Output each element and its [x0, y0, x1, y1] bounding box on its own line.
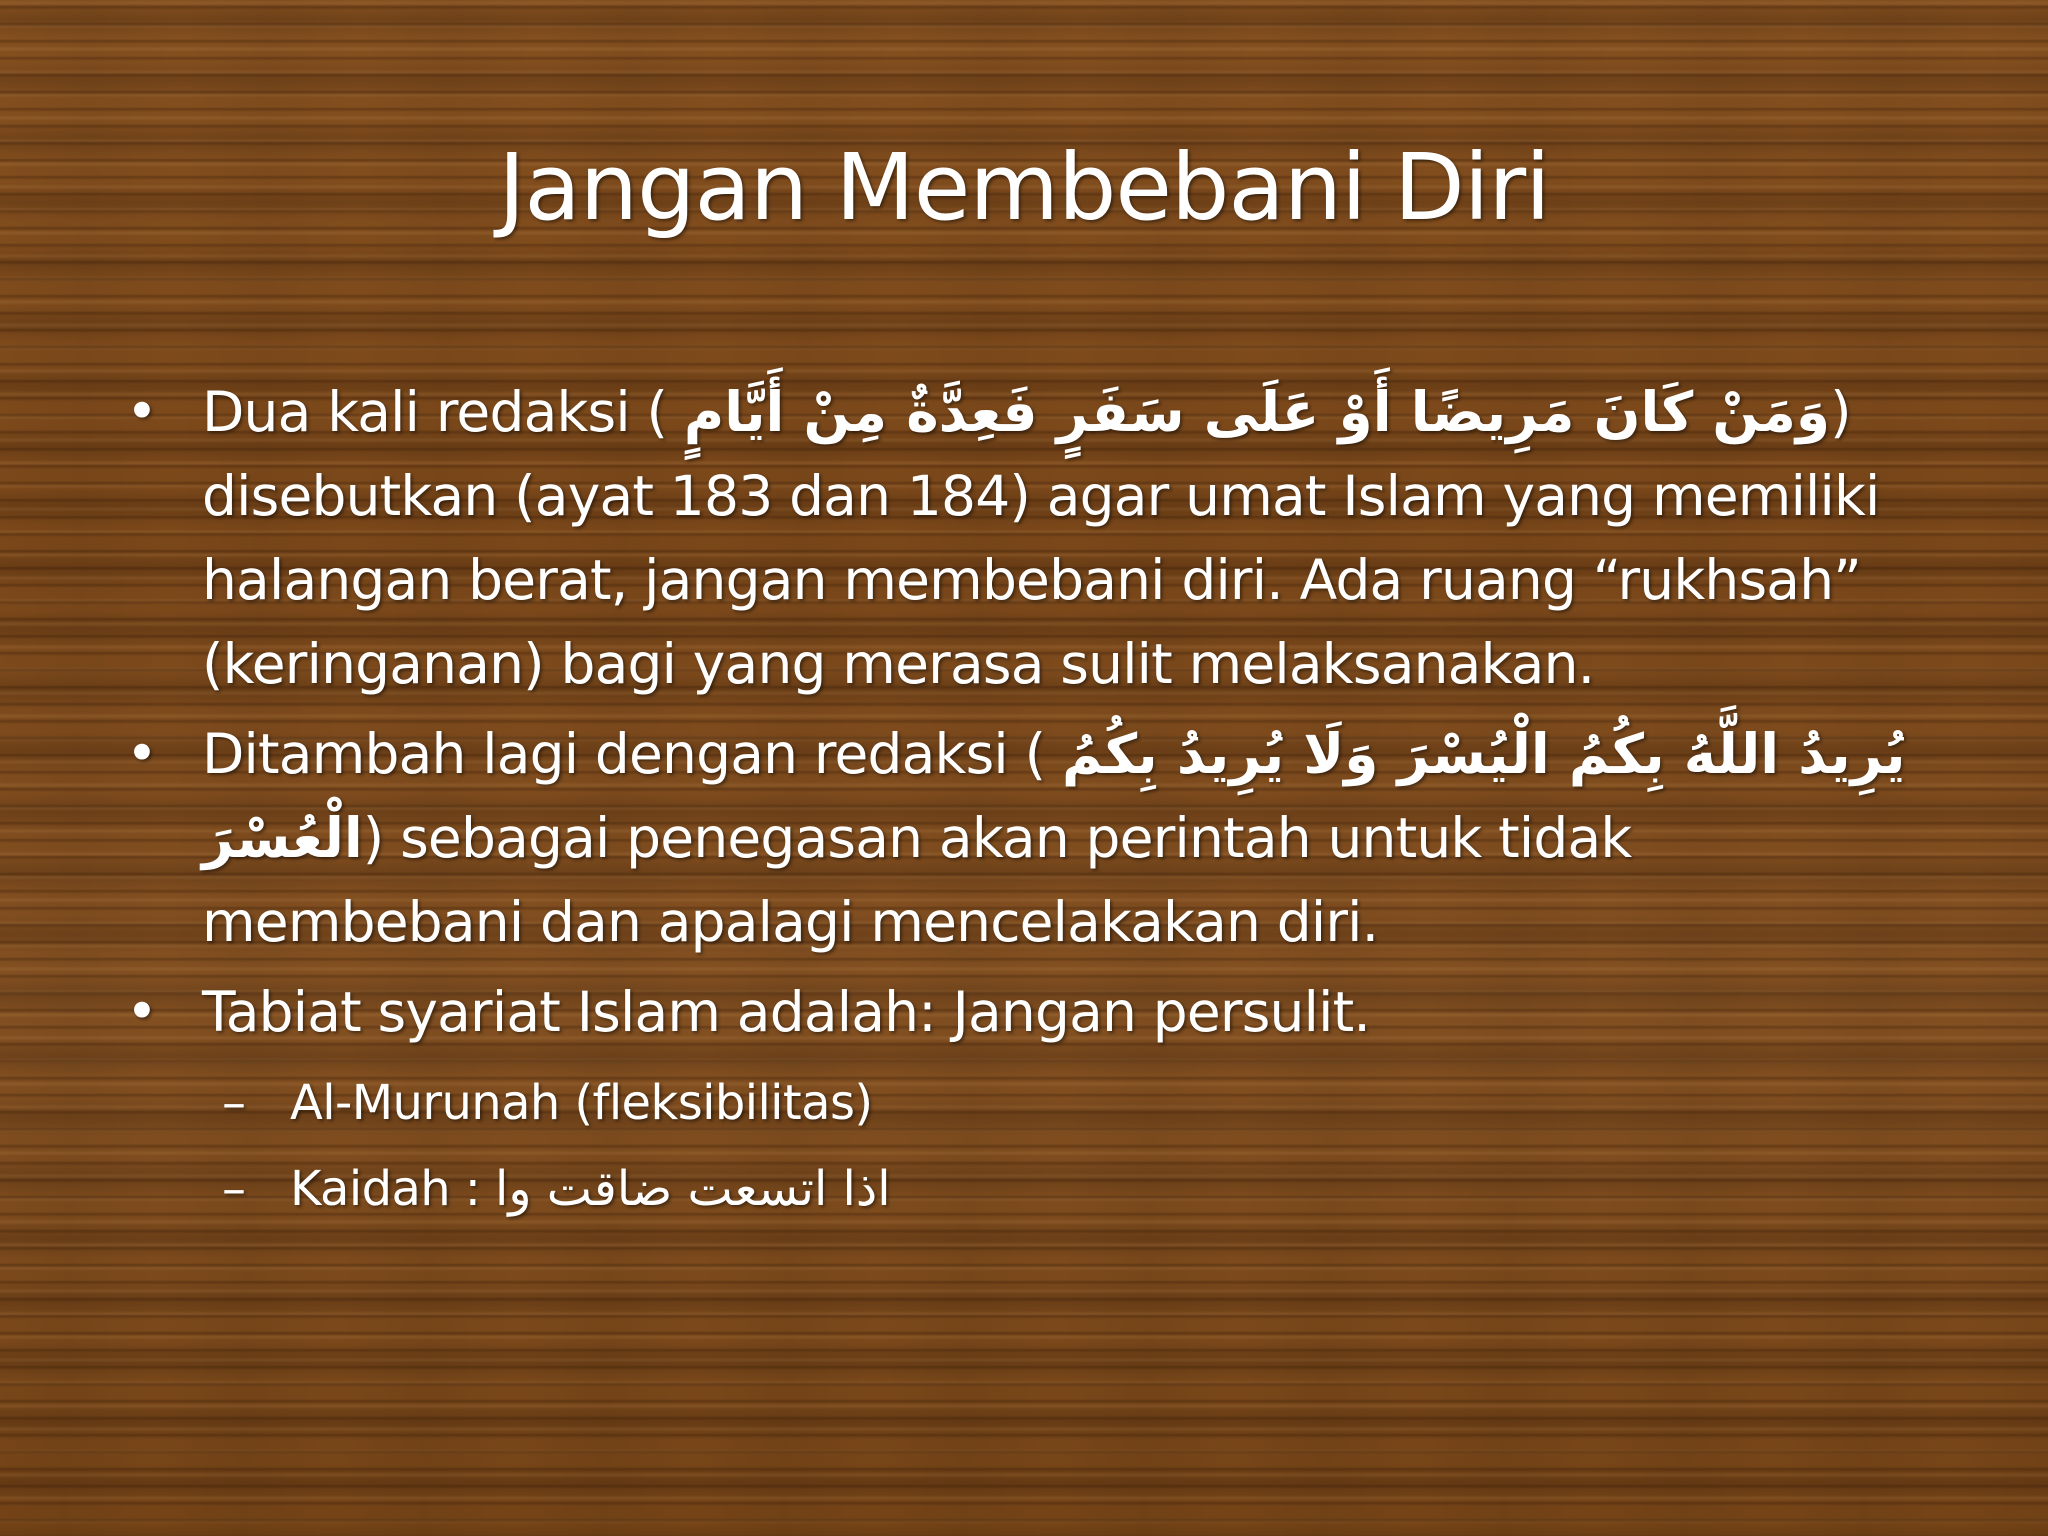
arabic-verse: وَمَنْ كَانَ مَرِيضًا أَوْ عَلَى سَفَرٍ فَعِدَّةٌ مِنْ أَيَّامٍ	[683, 380, 1831, 444]
arabic-rule: اذا اتسعت ضاقت وا	[494, 1161, 891, 1217]
bullet-item	[118, 970, 1938, 1054]
arabic-verse: يُرِيدُ اللَّهُ بِكُمُ الْيُسْرَ وَلَا يُرِيدُ بِكُمُ الْعُسْرَ	[202, 722, 1906, 870]
bullet-dot-icon: •	[126, 980, 158, 1043]
bullet-dot-icon: •	[126, 722, 158, 785]
bullet-text: Dua kali redaksi (	[202, 380, 684, 444]
bullet-text: Ditambah lagi dengan redaksi (	[202, 722, 1062, 786]
dash-icon: –	[222, 1161, 246, 1217]
bullet-item	[118, 370, 1938, 706]
bullet-text: ) sebagai penegasan akan perintah untuk tidak membebani dan apalagi mencelakakan diri.	[202, 806, 1632, 954]
bullet-text: ) disebutkan (ayat 183 dan 184) agar umat Islam yang memiliki halangan berat, jangan membebani diri. Ada ruang “rukhsah” (keringanan) bagi yang merasa sulit melaksanakan.	[202, 380, 1880, 696]
sub-item-text: Al-Murunah (fleksibilitas)	[290, 1075, 873, 1131]
sub-item	[118, 1146, 1938, 1232]
slide-content	[118, 370, 1938, 1232]
bullet-item	[118, 712, 1938, 964]
bullet-dot-icon: •	[126, 380, 158, 443]
sub-item	[118, 1060, 1938, 1146]
bullet-text: Tabiat syariat Islam adalah: Jangan persulit.	[202, 980, 1371, 1044]
dash-icon: –	[222, 1075, 246, 1131]
sub-item-text: Kaidah :	[290, 1161, 495, 1217]
slide-title: Jangan Membebani Diri	[498, 134, 1550, 241]
